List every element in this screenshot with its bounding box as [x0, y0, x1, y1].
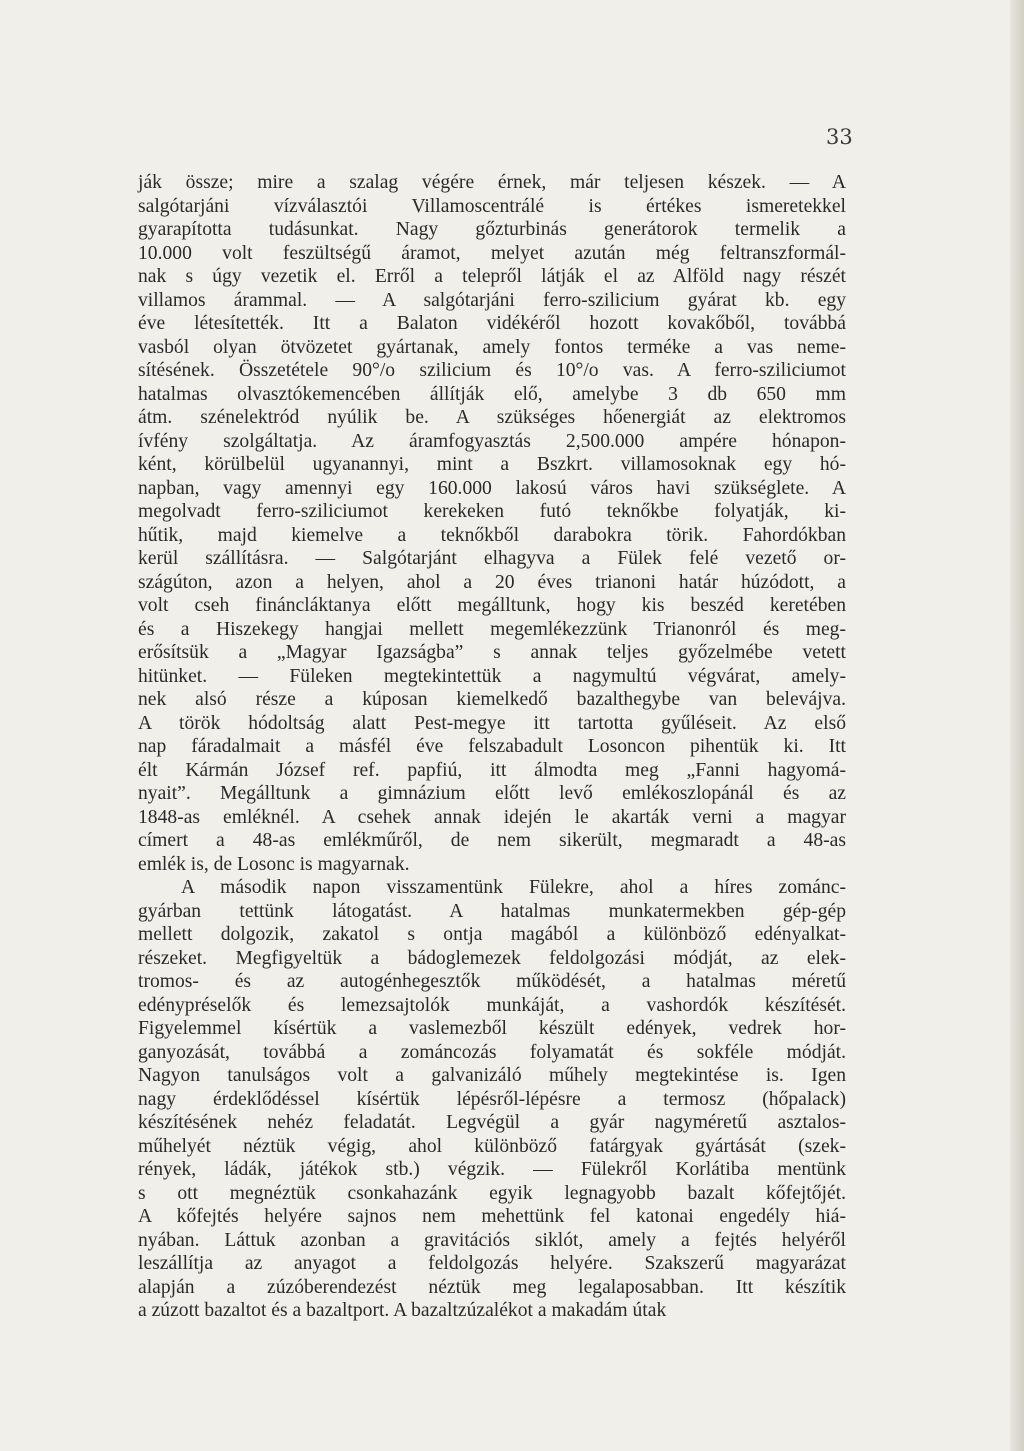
text-line: alapján a zúzóberendezést néztük meg legalaposabban. Itt készítik — [138, 1276, 846, 1298]
text-line: sítésének. Összetétele 90°/o szilicium és 10°/o vas. A ferro-sziliciumot — [138, 360, 846, 381]
page-edge-shadow — [1010, 0, 1024, 1451]
text-line: 10.000 volt feszültségű áramot, melyet azután még feltranszformál- — [138, 242, 846, 264]
text-line: hűtik, majd kiemelve a teknőkből darabokra törik. Fahordókban — [138, 524, 846, 546]
text-line: gyárban tettünk látogatást. A hatalmas munkatermekben gép-gép — [138, 900, 846, 922]
text-line: nak s úgy vezetik el. Erről a telepről látják el az Alföld nagy részét — [138, 266, 846, 287]
text-line: műhelyét néztük végig, ahol különböző fatárgyak gyártását (szek- — [138, 1135, 846, 1157]
text-line: nek alsó része a kúposan kiemelkedő bazalthegybe van belevájva. — [138, 689, 846, 710]
text-line: napban, vagy amennyi egy 160.000 lakosú város havi szükséglete. A — [138, 477, 846, 499]
text-line: salgótarjáni vízválasztói Villamoscentrálé is értékes ismeretekkel — [138, 195, 846, 217]
text-line: címert a 48-as emlékműről, de nem sikerült, megmaradt a 48-as — [138, 830, 846, 851]
text-line: élt Kármán József ref. papfiú, itt álmodta meg „Fanni hagyomá- — [138, 759, 846, 781]
text-line: s ott megnéztük csonkahazánk egyik legnagyobb bazalt kőfejtőjét. — [138, 1182, 846, 1204]
text-line: erősítsük a „Magyar Igazságba” s annak teljes győzelmébe vetett — [138, 642, 846, 663]
text-line: nyában. Láttuk azonban a gravitációs siklót, amely a fejtés helyéről — [138, 1229, 846, 1251]
text-line: nap fáradalmait a másfél éve felszabadult Losoncon pihentük ki. Itt — [138, 736, 846, 757]
text-line: részeket. Megfigyeltük a bádoglemezek feldolgozási módját, az elek- — [138, 947, 846, 969]
text-line: A török hódoltság alatt Pest-megye itt tartotta gyűléseit. Az első — [138, 712, 846, 734]
page-number: 33 — [826, 125, 853, 149]
text-line: szágúton, azon a helyen, ahol a 20 éves trianoni határ húzódott, a — [138, 571, 846, 593]
text-line: Nagyon tanulságos volt a galvanizáló műhely megtekintése is. Igen — [138, 1065, 846, 1086]
text-line: a zúzott bazaltot és a bazaltport. A bazaltzúzalékot a makadám útak — [138, 1300, 667, 1321]
text-line: készítésének nehéz feladatát. Legvégül a gyár nagyméretű asztalos- — [138, 1112, 846, 1133]
text-line: kerül szállításra. — Salgótarjánt elhagyva a Fülek felé vezető or- — [138, 548, 846, 569]
text-line: villamos árammal. — A salgótarjáni ferro-szilicium gyárat kb. egy — [138, 289, 846, 311]
text-line: hatalmas olvasztókemencében állítják elő, amelybe 3 db 650 mm — [138, 383, 846, 405]
text-line: edénypréselők és lemezsajtolók munkáját, a vashordók készítését. — [138, 994, 846, 1016]
text-line: A kőfejtés helyére sajnos nem mehettünk fel katonai engedély hiá- — [138, 1206, 846, 1227]
text-line: ként, körülbelül ugyanannyi, mint a Bszkrt. villamosoknak egy hó- — [138, 454, 846, 475]
text-line: ívfény szolgáltatja. Az áramfogyasztás 2,500.000 ampére hónapon- — [138, 430, 846, 452]
text-line: megolvadt ferro-sziliciumot kerekeken futó teknőkbe folyatják, ki- — [138, 501, 846, 522]
text-line: volt cseh fináncláktanya előtt megálltunk, hogy kis beszéd keretében — [138, 595, 846, 616]
text-line: éve létesítették. Itt a Balaton vidékéről hozott kovakőből, továbbá — [138, 313, 846, 334]
text-line: nyait”. Megálltunk a gimnázium előtt levő emlékoszlopánál és az — [138, 783, 846, 804]
text-line: ják össze; mire a szalag végére érnek, már teljesen készek. — A — [138, 172, 846, 193]
text-line: ganyozását, továbbá a zománcozás folyamatát és sokféle módját. — [138, 1041, 846, 1063]
text-line: nagy érdeklődéssel kísértük lépésről-lépésre a termosz (hőpalack) — [138, 1088, 846, 1110]
text-line: leszállítja az anyagot a feldolgozás helyére. Szakszerű magyarázat — [138, 1253, 846, 1274]
text-line: mellett dolgozik, zakatol s ontja magából a különböző edényalkat- — [138, 924, 846, 945]
text-line: Figyelemmel kísértük a vaslemezből készült edények, vedrek hor- — [138, 1018, 846, 1039]
body-text — [138, 171, 846, 1323]
text-line: tromos- és az autogénhegesztők működését, a hatalmas méretű — [138, 971, 846, 992]
text-line: A második napon visszamentünk Fülekre, ahol a híres zománc- — [181, 877, 846, 898]
text-line: emlék is, de Losonc is magyarnak. — [138, 853, 410, 875]
text-line: 1848-as emléknél. A csehek annak idején le akarták verni a magyar — [138, 806, 846, 828]
text-line: gyarapította tudásunkat. Nagy gőzturbinás generátorok termelik a — [138, 219, 846, 240]
text-line: és a Hiszekegy hangjai mellett megemlékezzünk Trianonról és meg- — [138, 618, 846, 640]
text-line: vasból olyan ötvözetet gyártanak, amely fontos terméke a vas neme- — [138, 336, 846, 358]
text-line: rények, ládák, játékok stb.) végzik. — Fülekről Korlátiba mentünk — [138, 1159, 846, 1180]
text-line: hitünket. — Füleken megtekintettük a nagymultú végvárat, amely- — [138, 665, 846, 687]
text-line: átm. szénelektród nyúlik be. A szükséges hőenergiát az elektromos — [138, 407, 846, 428]
